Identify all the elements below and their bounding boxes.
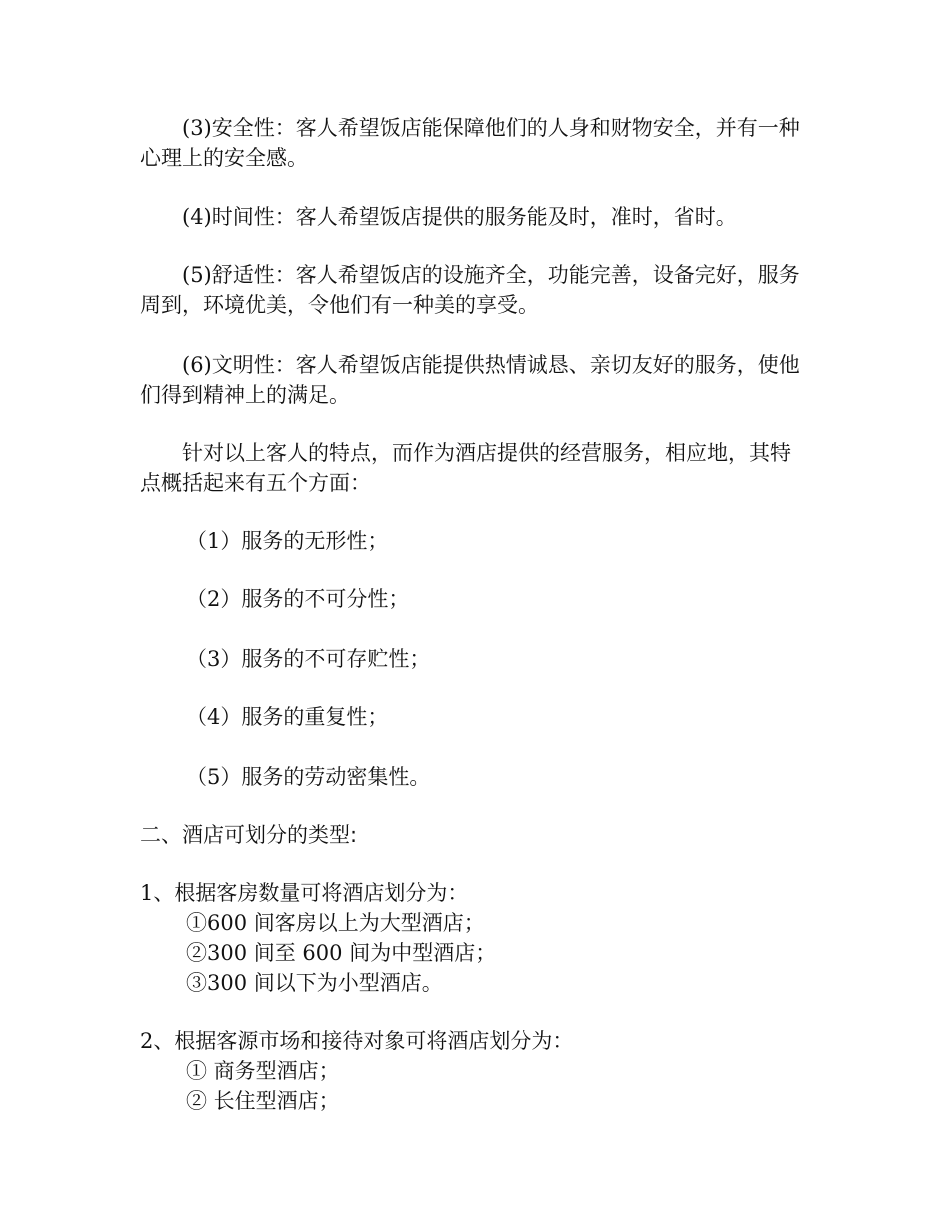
service-feature-item: （1）服务的无形性； (186, 529, 389, 553)
classification-2-item: ① 商务型酒店； (186, 1059, 340, 1083)
service-feature-item: （2）服务的不可分性； (186, 587, 410, 611)
paragraph-comfort: (5)舒适性：客人希望饭店的设施齐全，功能完善，设备完好，服务周到，环境优美，令他们有一种美的享受。 (140, 263, 800, 317)
paragraph-safety: (3)安全性：客人希望饭店能保障他们的人身和财物安全，并有一种心理上的安全感。 (140, 116, 800, 170)
classification-2-item: ② 长住型酒店； (186, 1089, 340, 1113)
classification-1-item: ③300 间以下为小型酒店。 (186, 971, 443, 995)
classification-1-item: ①600 间客房以上为大型酒店； (186, 911, 485, 935)
classification-1-title: 1、根据客房数量可将酒店划分为： (140, 881, 469, 905)
service-feature-item: （5）服务的劳动密集性。 (186, 765, 431, 789)
paragraph-civility: (6)文明性：客人希望饭店能提供热情诚恳、亲切友好的服务，使他们得到精神上的满足。 (140, 353, 800, 407)
section-heading: 二、酒店可划分的类型: (140, 823, 358, 847)
classification-2-title: 2、根据客源市场和接待对象可将酒店划分为： (140, 1029, 574, 1053)
paragraph-service-intro: 针对以上客人的特点，而作为酒店提供的经营服务，相应地，其特点概括起来有五个方面： (140, 441, 791, 495)
service-feature-item: （3）服务的不可存贮性； (186, 647, 431, 671)
service-feature-item: （4）服务的重复性； (186, 705, 389, 729)
classification-1-item: ②300 间至 600 间为中型酒店； (186, 941, 497, 965)
paragraph-timeliness: (4)时间性：客人希望饭店提供的服务能及时，准时，省时。 (182, 205, 737, 229)
